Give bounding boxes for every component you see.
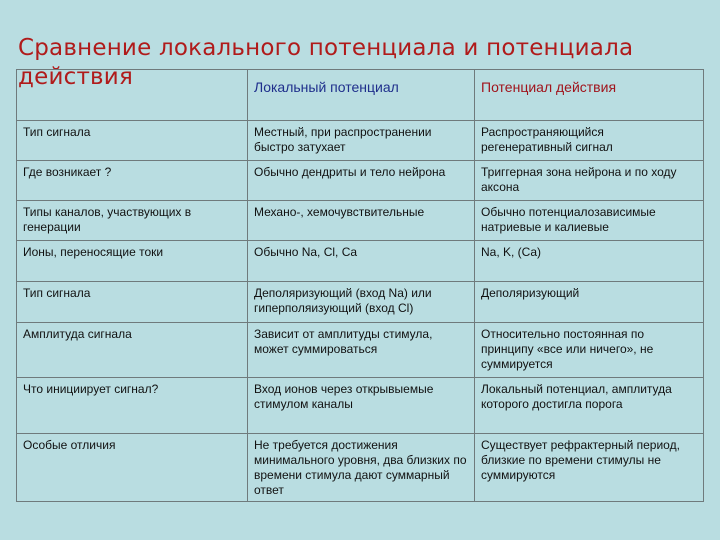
row-label: Типы каналов, участвующих в генерации — [17, 201, 248, 241]
local-cell: Обычно дендриты и тело нейрона — [248, 161, 475, 201]
action-cell: Триггерная зона нейрона и по ходу аксона — [475, 161, 704, 201]
local-cell: Не требуется достижения минимального уровня, два близких по времени стимула дают суммарный ответ — [248, 434, 475, 502]
local-cell: Обычно Na, Cl, Ca — [248, 241, 475, 282]
table-row — [17, 434, 704, 502]
action-cell: Деполяризующий — [475, 282, 704, 323]
row-label: Особые отличия — [17, 434, 248, 502]
action-cell: Относительно постоянная по принципу «все или ничего», не суммируется — [475, 323, 704, 378]
row-label: Тип сигнала — [17, 282, 248, 323]
table-row — [17, 201, 704, 241]
row-label: Где возникает ? — [17, 161, 248, 201]
row-label: Ионы, переносящие токи — [17, 241, 248, 282]
header-empty-cell — [17, 70, 248, 121]
row-label: Тип сигнала — [17, 121, 248, 161]
table-row — [17, 282, 704, 323]
local-cell: Вход ионов через открывыемые стимулом каналы — [248, 378, 475, 434]
table-row — [17, 323, 704, 378]
comparison-table — [16, 69, 704, 502]
table-row — [17, 378, 704, 434]
action-cell: Существует рефрактерный период, близкие по времени стимулы не суммируются — [475, 434, 704, 502]
row-label: Амплитуда сигнала — [17, 323, 248, 378]
slide-title: Сравнение локального потенциала и потенциала действия — [18, 35, 634, 90]
table-row — [17, 241, 704, 282]
action-cell: Обычно потенциалозависимые натриевые и калиевые — [475, 201, 704, 241]
action-cell: Na, K, (Ca) — [475, 241, 704, 282]
local-cell: Зависит от амплитуды стимула, может суммироваться — [248, 323, 475, 378]
header-action-potential: Потенциал действия — [475, 70, 704, 121]
action-cell: Локальный потенциал, амплитуда которого достигла порога — [475, 378, 704, 434]
action-cell: Распространяющийся регенеративный сигнал — [475, 121, 704, 161]
local-cell: Местный, при распространении быстро затухает — [248, 121, 475, 161]
table-row — [17, 161, 704, 201]
local-cell: Деполяризующий (вход Na) или гиперполяизующий (вход Cl) — [248, 282, 475, 323]
header-local-potential: Локальный потенциал — [248, 70, 475, 121]
row-label: Что инициирует сигнал? — [17, 378, 248, 434]
table-header-row — [17, 70, 704, 121]
table-row — [17, 121, 704, 161]
local-cell: Механо-, хемочувствительные — [248, 201, 475, 241]
